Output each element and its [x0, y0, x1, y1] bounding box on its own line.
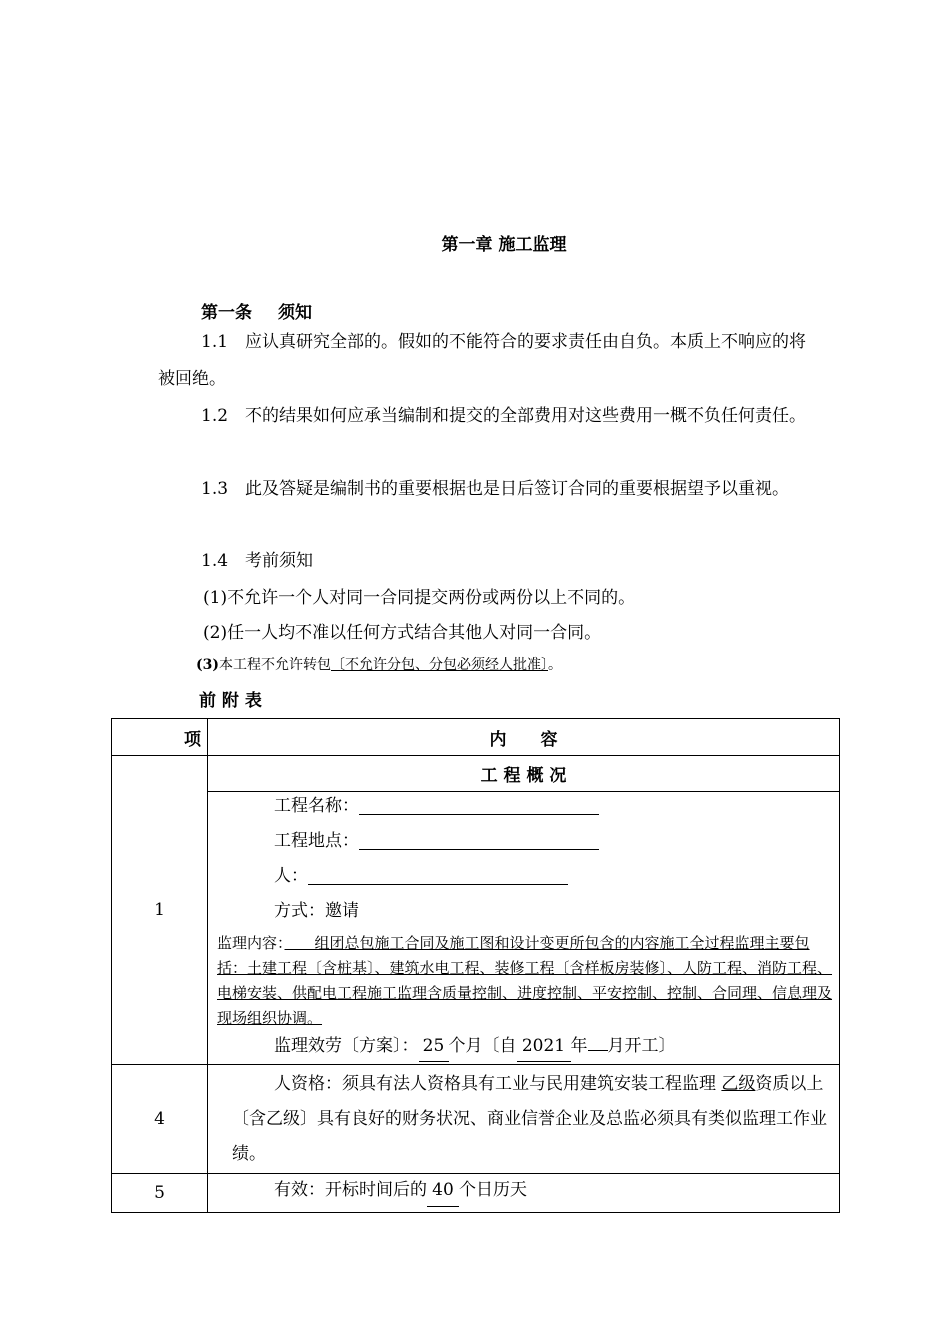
table-row: [112, 756, 840, 792]
row-number: 1: [112, 756, 208, 1065]
notice-1-4: 1.4 考前须知: [201, 551, 314, 571]
chapter-title: 第一章 施工监理: [441, 235, 567, 255]
table-row: [112, 1065, 840, 1174]
table-row: [112, 792, 840, 1065]
table-title: 前 附 表: [199, 691, 262, 711]
notice-1-3: 1.3 此及答疑是编制书的重要根据也是日后签订合同的重要根据望予以重视。: [201, 479, 790, 499]
rule-3: (3)本工程不允许转包〔不允许分包、分包必须经人批准〕。: [196, 657, 562, 673]
notice-1-2: 1.2 不的结果如何应承当编制和提交的全部费用对这些费用一概不负任何责任。: [201, 406, 807, 426]
duration-line: 监理效劳〔方案〕： 25 个月〔自 2021 年 月开工〕: [208, 1031, 839, 1062]
header-content: 内 容: [208, 719, 840, 756]
qualification-text: 人资格：须具有法人资格具有工业与民用建筑安装工程监理 乙级资质以上〔含乙级〕具有良好的财务状况、商业信誉企业及总监必须具有类似监理工作业绩。: [232, 1074, 827, 1164]
article-title: 须知: [278, 303, 312, 323]
header-item: 项: [112, 719, 208, 756]
notice-1-1: 1.1 应认真研究全部的。假如的不能符合的要求责任由自负。本质上不响应的将被回绝。: [158, 332, 807, 389]
table-header-row: [112, 719, 840, 756]
method-line: 方式：邀请: [274, 901, 359, 921]
project-location-line: 工程地点：: [274, 824, 839, 859]
rule-1: (1)不允许一个人对同一合同提交两份或两份以上不同的。: [203, 588, 636, 608]
row-number: 5: [112, 1174, 208, 1213]
article-heading: [201, 298, 312, 323]
validity-line: 有效：开标时间后的 40 个日历天: [208, 1174, 839, 1207]
appendix-table: [111, 718, 840, 1213]
person-line: 人：: [274, 859, 839, 894]
supervision-content: 监理内容： 组团总包施工合同及施工图和设计变更所包含的内容施工全过程监理主要包括：土建工程〔含桩基〕、建筑水电工程、装修工程〔含样板房装修〕、人防工程、消防工程、电梯安装、供配电工程施工监理含质量控制、进度控制、平安控制、控制、合同理、信息理及现场组织协调。: [217, 934, 833, 1027]
article-number: 第一条: [201, 303, 252, 323]
rule-2: (2)任一人均不准以任何方式结合其他人对同一合同。: [203, 623, 602, 643]
table-row: [112, 1174, 840, 1213]
row-number: 4: [112, 1065, 208, 1174]
project-name-line: 工程名称：: [274, 789, 839, 824]
section-title: 工 程 概 况: [208, 756, 840, 792]
